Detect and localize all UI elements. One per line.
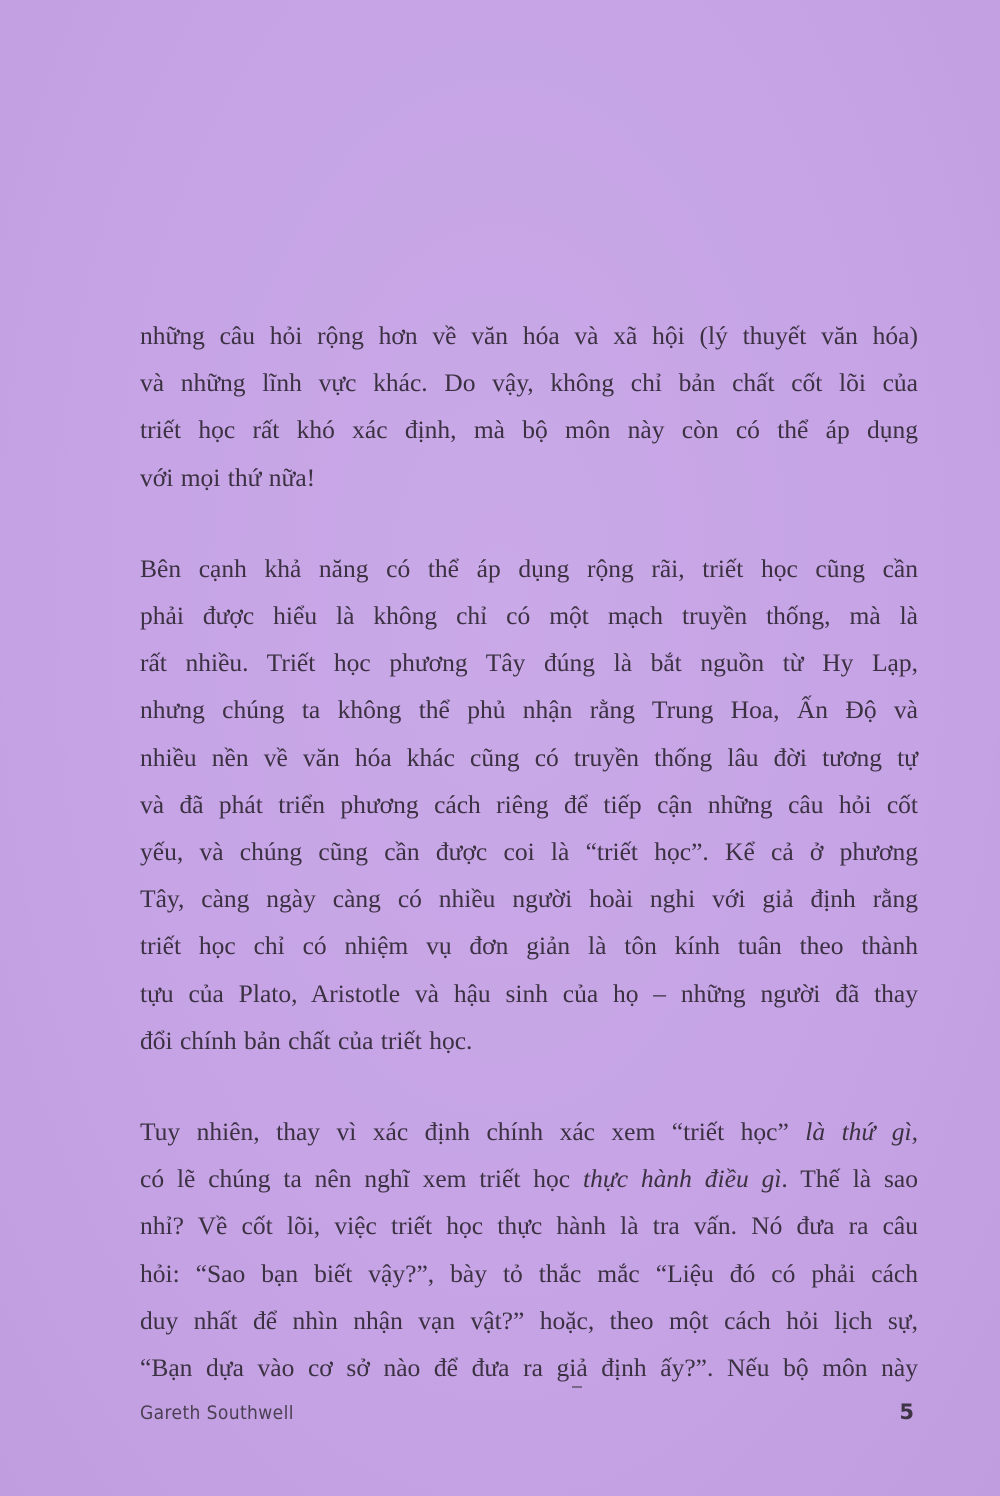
text-line [140,1108,918,1155]
text-line: đổi chính bản chất của triết học. [140,1025,473,1055]
page-number: 5 [899,1400,914,1424]
text-line: rất nhiều. Triết học phương Tây đúng là bắt nguồn từ Hy Lạp, [140,648,918,678]
text-line: duy nhất để nhìn nhận vạn vật?” hoặc, theo một cách hỏi lịch sự, [140,1305,918,1335]
text-line: triết học rất khó xác định, mà bộ môn này còn có thể áp dụng [140,415,918,445]
text-line: những câu hỏi rộng hơn về văn hóa và xã hội (lý thuyết văn hóa) [140,321,918,350]
text-line: hỏi: “Sao bạn biết vậy?”, bày tỏ thắc mắc “Liệu đó có phải cách [140,1258,918,1288]
print-speck [572,1386,582,1388]
body-text [140,312,918,1391]
text-line: và những lĩnh vực khác. Do vậy, không chỉ bản chất cốt lõi của [140,368,918,398]
text-line: nhỉ? Về cốt lõi, việc triết học thực hành là tra vấn. Nó đưa ra câu [140,1211,918,1241]
text-line: với mọi thứ nữa! [140,462,316,492]
text-line: nhưng chúng ta không thể phủ nhận rằng Trung Hoa, Ấn Độ và [140,695,918,725]
emphasis-text: thực hành điều gì [582,1164,782,1194]
paragraph-3 [140,1108,918,1391]
text-line: “Bạn dựa vào cơ sở nào để đưa ra giả định ấy?”. Nếu bộ môn này [140,1353,918,1383]
text-line [140,1155,918,1202]
text-line: triết học chỉ có nhiệm vụ đơn giản là tôn kính tuân theo thành [140,931,918,961]
text-run: . Thế là sao [781,1164,918,1194]
text-line: tựu của Plato, Aristotle và hậu sinh của họ – những người đã thay [140,978,918,1008]
emphasis-text: là thứ gì, [805,1117,918,1147]
paragraph-1 [140,312,918,501]
running-footer-author: Gareth Southwell [140,1402,294,1424]
text-run: Tuy nhiên, thay vì xác định chính xác xem “triết học” [140,1117,806,1147]
text-line: yếu, và chúng cũng cần được coi là “triết học”. Kể cả ở phương [140,837,918,867]
paragraph-2 [140,545,918,1064]
text-line: Tây, càng ngày càng có nhiều người hoài nghi với giả định rằng [140,884,918,914]
text-line: và đã phát triển phương cách riêng để tiếp cận những câu hỏi cốt [140,789,918,819]
text-line: nhiều nền về văn hóa khác cũng có truyền thống lâu đời tương tự [140,742,918,772]
text-run: có lẽ chúng ta nên nghĩ xem triết học [140,1164,583,1194]
text-line: phải được hiểu là không chỉ có một mạch truyền thống, mà là [140,601,918,631]
text-line: Bên cạnh khả năng có thể áp dụng rộng rãi, triết học cũng cần [140,553,918,583]
